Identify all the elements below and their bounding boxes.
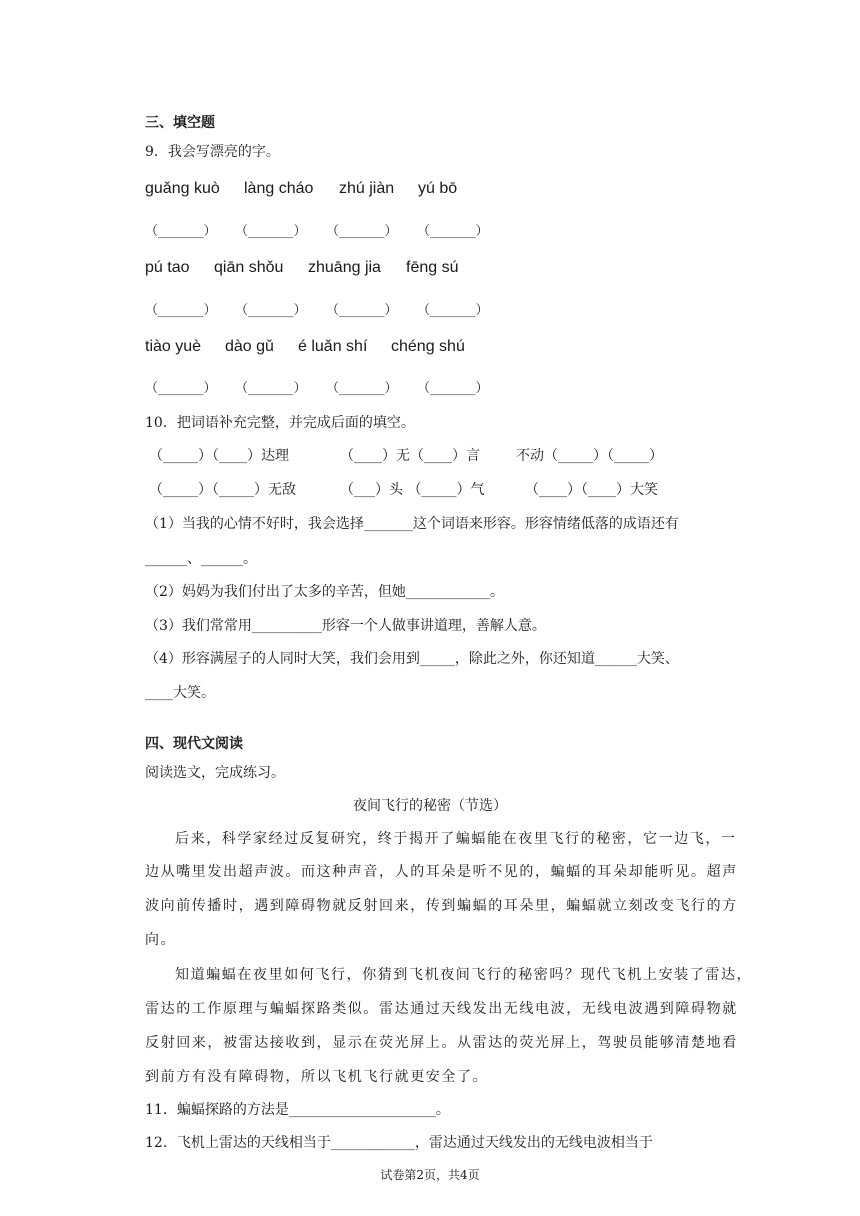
question-12: 12．飞机上雷达的天线相当于____________，雷达通过天线发出的无线电波相当于 bbox=[145, 1135, 653, 1151]
pinyin-item: zhuāng jia bbox=[308, 259, 381, 276]
pinyin-item: yú bō bbox=[418, 180, 458, 197]
answer-blank[interactable]: （_______） bbox=[326, 224, 398, 239]
q10-sub2: （2）妈妈为我们付出了太多的辛苦，但她____________。 bbox=[145, 584, 504, 600]
pinyin-item: dào gǔ bbox=[225, 338, 274, 355]
pinyin-item: làng cháo bbox=[244, 180, 314, 197]
answer-blank[interactable]: （_______） bbox=[145, 224, 217, 239]
idiom-fill[interactable]: （____）无（____）言 bbox=[340, 448, 480, 464]
passage-line: 后来，科学家经过反复研究，终于揭开了蝙蝠能在夜里飞行的秘密，它一边飞，一 bbox=[175, 831, 737, 847]
idiom-fill[interactable]: 不动（_____）（_____） bbox=[516, 448, 663, 464]
answer-blank[interactable]: （_______） bbox=[417, 381, 489, 396]
pinyin-item: é luǎn shí bbox=[298, 338, 368, 355]
pinyin-item: guǎng kuò bbox=[145, 180, 220, 197]
pinyin-item: tiào yuè bbox=[145, 338, 202, 355]
idiom-fill[interactable]: （___）头 （_____）气 bbox=[340, 482, 485, 498]
answer-blank[interactable]: （_______） bbox=[235, 303, 307, 318]
question-10-prompt: 10．把词语补充完整，并完成后面的填空。 bbox=[145, 415, 415, 431]
idiom-fill[interactable]: （_____）（_____）无敌 bbox=[149, 482, 296, 498]
answer-blank[interactable]: （_______） bbox=[235, 381, 307, 396]
passage-line: 雷达的工作原理与蝙蝠探路类似。雷达通过天线发出无线电波，无线电波遇到障碍物就 bbox=[145, 1001, 738, 1017]
passage-line: 向。 bbox=[145, 932, 177, 948]
passage-line: 边从嘴里发出超声波。而这种声音，人的耳朵是听不见的，蝙蝠的耳朵却能听见。超声 bbox=[145, 864, 738, 880]
idiom-fill[interactable]: （_____）（____）达理 bbox=[149, 448, 289, 464]
q10-sub1-line2: ______、______。 bbox=[145, 551, 257, 567]
pinyin-item: pú tao bbox=[145, 259, 190, 276]
passage-line: 知道蝙蝠在夜里如何飞行，你猜到飞机夜间飞行的秘密吗？现代飞机上安装了雷达， bbox=[175, 967, 753, 983]
question-9-prompt: 9．我会写漂亮的字。 bbox=[145, 144, 280, 160]
page-footer: 试卷第2页，共4页 bbox=[380, 1168, 480, 1182]
section-4-title: 四、现代文阅读 bbox=[145, 736, 243, 752]
pinyin-item: zhú jiàn bbox=[339, 180, 395, 197]
reading-intro: 阅读选文，完成练习。 bbox=[145, 765, 285, 781]
q10-sub1-line1: （1）当我的心情不好时，我会选择_______这个词语来形容。形容情绪低落的成语还有 bbox=[145, 516, 679, 532]
section-3-title: 三、填空题 bbox=[145, 115, 215, 131]
passage-line: 反射回来，被雷达接收到，显示在荧光屏上。从雷达的荧光屏上，驾驶员能够清楚地看 bbox=[145, 1035, 738, 1051]
pinyin-item: fēng sú bbox=[406, 259, 459, 276]
answer-blank[interactable]: （_______） bbox=[145, 381, 217, 396]
answer-blank[interactable]: （_______） bbox=[417, 224, 489, 239]
question-11: 11．蝙蝠探路的方法是_____________________。 bbox=[145, 1102, 450, 1118]
idiom-fill[interactable]: （____）（____）大笑 bbox=[525, 482, 658, 498]
passage-line: 到前方有没有障碍物，所以飞机飞行就更安全了。 bbox=[145, 1069, 489, 1085]
answer-blank[interactable]: （_______） bbox=[235, 224, 307, 239]
answer-blank[interactable]: （_______） bbox=[326, 303, 398, 318]
q10-sub3: （3）我们常常用__________形容一个人做事讲道理，善解人意。 bbox=[145, 618, 546, 634]
answer-blank[interactable]: （_______） bbox=[145, 303, 217, 318]
article-title: 夜间飞行的秘密（节选） bbox=[353, 798, 507, 814]
pinyin-item: chéng shú bbox=[391, 338, 465, 355]
passage-line: 波向前传播时，遇到障碍物就反射回来，传到蝙蝠的耳朵里，蝙蝠就立刻改变飞行的方 bbox=[145, 898, 738, 914]
answer-blank[interactable]: （_______） bbox=[326, 381, 398, 396]
answer-blank[interactable]: （_______） bbox=[417, 303, 489, 318]
pinyin-item: qiān shǒu bbox=[214, 259, 284, 276]
q10-sub4-line2: ____大笑。 bbox=[145, 685, 215, 701]
q10-sub4-line1: （4）形容满屋子的人同时大笑，我们会用到_____，除此之外，你还知道______大笑、 bbox=[145, 651, 679, 667]
